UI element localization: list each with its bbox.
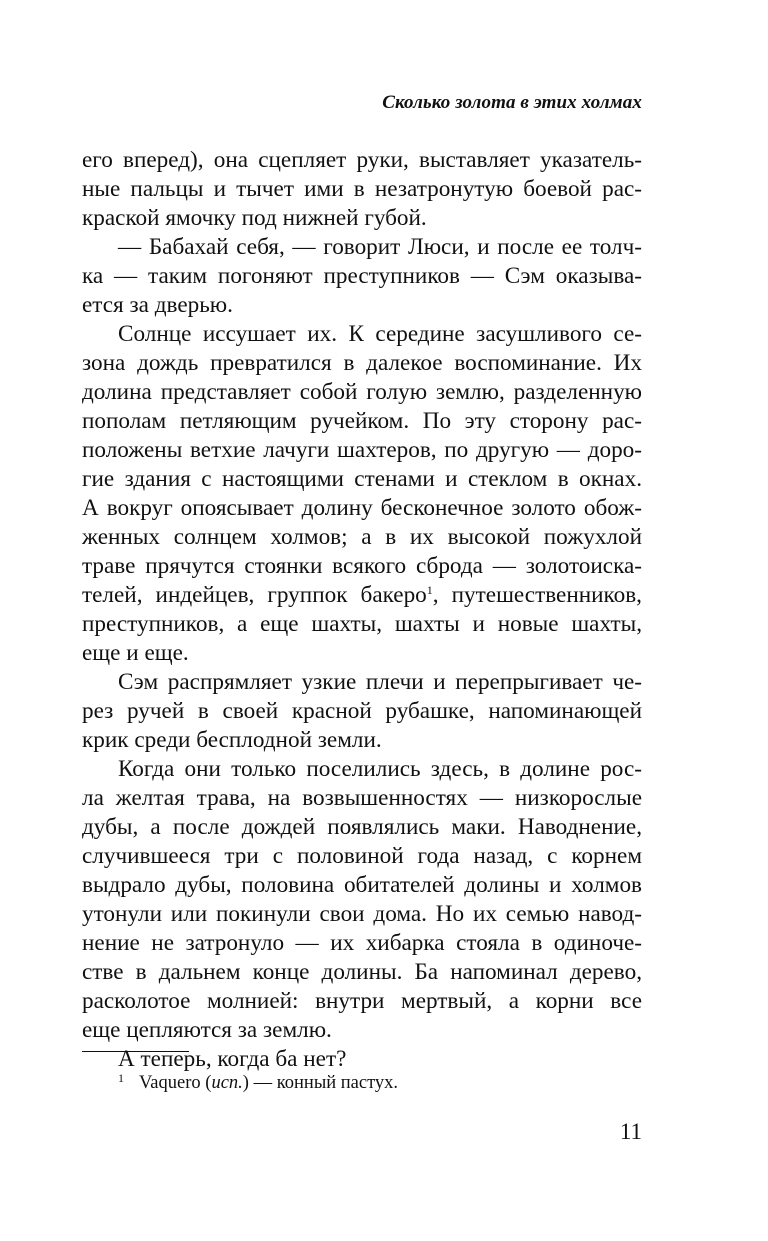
footnote: $^1$ Vaquero (исп.) — конный пастух. bbox=[118, 1071, 399, 1093]
text-line: его вперед), она сцепляет руки, выставляет указатель- bbox=[82, 147, 642, 173]
text-line: выдрало дубы, половина обитателей долины и холмов bbox=[82, 872, 642, 898]
footnote-divider bbox=[82, 1051, 189, 1052]
footnote-reference[interactable]: 1 bbox=[426, 583, 433, 597]
text-line: еще цепляются за землю. bbox=[82, 1017, 332, 1043]
text-line: гие здания с настоящими стенами и стеклом в окнах. bbox=[82, 466, 642, 492]
text-line: ется за дверью. bbox=[82, 292, 233, 318]
text-line: Сэм распрямляет узкие плечи и перепрыгивает че- bbox=[118, 669, 642, 695]
text-line: зона дождь превратился в далекое воспоминание. Их bbox=[82, 350, 642, 376]
text-line: А вокруг опоясывает долину бесконечное золото обож- bbox=[82, 495, 642, 521]
running-head: Сколько золота в этих холмах bbox=[382, 92, 642, 113]
text-line: женных солнцем холмов; а в их высокой пожухлой bbox=[82, 524, 642, 550]
text-line: долина представляет собой голую землю, разделенную bbox=[82, 379, 642, 405]
text-line: ные пальцы и тычет ими в незатронутую боевой рас- bbox=[82, 176, 642, 202]
text-line: Когда они только поселились здесь, в долине рос- bbox=[118, 756, 642, 782]
text-line: расколотое молнией: внутри мертвый, а корни все bbox=[82, 988, 642, 1014]
text-line: преступников, а еще шахты, шахты и новые шахты, bbox=[82, 611, 642, 637]
footnote-mark: 1 bbox=[118, 1071, 124, 1085]
text-line: краской ямочку под нижней губой. bbox=[82, 205, 427, 231]
text-line: ла желтая трава, на возвышенностях — низкорослые bbox=[82, 785, 642, 811]
text-line: ка — таким погоняют преступников — Сэм оказыва- bbox=[82, 263, 642, 289]
text-line: траве прячутся стоянки всякого сброда — золотоиска- bbox=[82, 553, 642, 579]
text-line bbox=[82, 581, 642, 610]
text-fragment: телей, индейцев, группок бакеро bbox=[82, 582, 427, 608]
page-number: 11 bbox=[619, 1119, 642, 1144]
text-line: Солнце иссушает их. К середине засушливого се- bbox=[118, 321, 642, 347]
text-line: пополам петляющим ручейком. По эту сторону рас- bbox=[82, 408, 642, 434]
text-line: рез ручей в своей красной рубашке, напоминающей bbox=[82, 698, 642, 724]
text-line: еще и еще. bbox=[82, 640, 189, 666]
text-fragment: , путешественников, bbox=[432, 582, 642, 608]
text-line: нение не затронуло — их хибарка стояла в одиноче- bbox=[82, 930, 642, 956]
text-line: дубы, а после дождей появлялись маки. Наводнение, bbox=[82, 814, 642, 840]
text-line: стве в дальнем конце долины. Ба напоминал дерево, bbox=[82, 959, 642, 985]
text-line: случившееся три с половиной года назад, с корнем bbox=[82, 843, 642, 869]
text-line: крик среди бесплодной земли. bbox=[82, 727, 382, 753]
text-line: положены ветхие лачуги шахтеров, по другую — доро- bbox=[82, 437, 642, 463]
text-line: А теперь, когда ба нет? bbox=[118, 1046, 347, 1072]
text-line: — Бабахай себя, — говорит Люси, и после ее толч- bbox=[118, 234, 642, 260]
footnote-term: Vaquero bbox=[139, 1073, 201, 1093]
footnote-definition: — конный пастух. bbox=[248, 1073, 399, 1093]
text-line: утонули или покинули свои дома. Но их семью навод- bbox=[82, 901, 642, 927]
footnote-language: исп. bbox=[211, 1073, 243, 1093]
